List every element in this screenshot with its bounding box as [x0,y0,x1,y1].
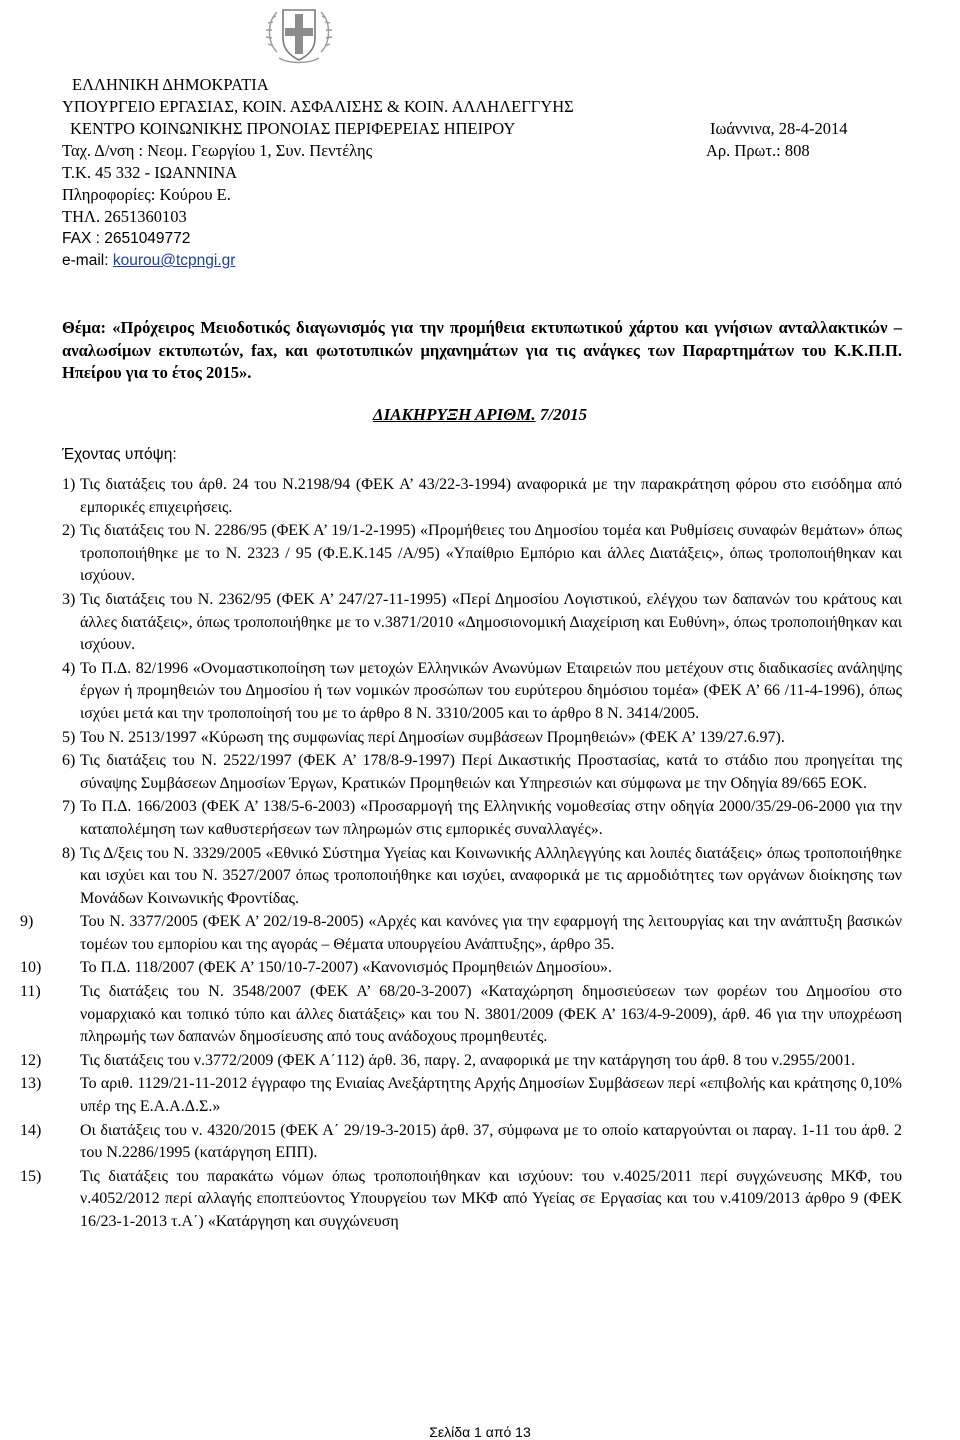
list-item-number: 3) [62,590,76,608]
fax-number: FAX : 2651049772 [62,230,191,247]
centre-name: ΚΕΝΤΡΟ ΚΟΙΝΩΝΙΚΗΣ ΠΡΟΝΟΙΑΣ ΠΕΡΙΦΕΡΕΙΑΣ ΗΠΕΙΡΟΥ [70,119,516,138]
list-item [62,658,902,726]
list-item [62,843,902,911]
list-item-text: Τις διατάξεις του Ν. 2286/95 (ΦΕΚ Α’ 19/1-2-1995) «Προμήθειες του Δημοσίου τομέα και Ρυθμίσεις συναφών θεμάτων» όπως τροποποιήθηκε με το Ν. 2323 / 95 (Φ.Ε.Κ.145 /Α/95) «Υπαίθριο Εμπόριο και άλλες Διατάξεις», όπως τροποποιήθηκαν και ισχύουν. [80,522,902,585]
list-item-text: Τις διατάξεις του Ν. 2522/1997 (ΦΕΚ Α’ 178/8-9-1997) Περί Δικαστικής Προστασίας, κατά το στάδιο που προηγείται της σύναψης Συμβάσεων Δημοσίων Έργων, Κρατικών Προμηθειών και Υπηρεσιών και σύμφωνα με την Οδηγία 89/665 ΕΟΚ. [80,752,902,792]
list-item-number: 12) [20,1051,42,1069]
considerations-intro: Έχοντας υπόψη: [62,446,177,463]
country-name: ΕΛΛΗΝΙΚΗ ΔΗΜΟΚΡΑΤΙΑ [72,75,269,94]
considerations-list [0,474,960,1234]
list-item-text: Τις διατάξεις του Ν. 3548/2007 (ΦΕΚ Α’ 68/20-3-2007) «Καταχώρηση δημοσιεύσεων των φορέων του Δημοσίου στο νομαρχιακό και τοπικό τύπο και άλλες διατάξεις» και του Ν. 3801/2009 (ΦΕΚ Α’ 163/4-9-2009), άρθ. 46 για την υποχρέωση πληρωμής των δαπανών δημοσίευσης από τους ανάδοχους προμηθευτές. [80,983,902,1046]
list-item-number: 15) [20,1167,42,1185]
contact-person: Πληροφορίες: Κούρου Ε. [62,185,231,204]
list-item-text: Του Ν. 2513/1997 «Κύρωση της συμφωνίας περί Δημοσίων συμβάσεων Προμηθειών» (ΦΕΚ Α’ 139/27.6.97). [80,728,785,746]
list-item-text: Του Ν. 3377/2005 (ΦΕΚ Α’ 202/19-8-2005) «Αρχές και κανόνες για την εφαρμογή της λειτουργίας και την ανάπτυξη βασικών τομέων του εμπορίου και της αγοράς – Θέματα υπουργείου Ανάπτυξης», άρθρο 35. [80,913,902,953]
list-item-number: 5) [62,728,76,746]
ministry-name: ΥΠΟΥΡΓΕΙΟ ΕΡΓΑΣΙΑΣ, ΚΟΙΝ. ΑΣΦΑΛΙΣΗΣ & ΚΟΙΝ. ΑΛΛΗΛΕΓΓΥΗΣ [62,97,574,116]
list-item [62,750,902,795]
list-item [20,957,902,980]
list-item [62,796,902,841]
list-item-number: 1) [62,476,76,493]
list-item-number: 6) [62,752,76,770]
list-item [20,1073,902,1118]
list-item-text: Τις διατάξεις του ν.3772/2009 (ΦΕΚ Α΄112) άρθ. 36, παργ. 2, αναφορικά με την κατάργηση του άρθ. 8 του ν.2955/2001. [80,1051,856,1069]
list-item-text: Τις διατάξεις του Ν. 2362/95 (ΦΕΚ Α’ 247/27-11-1995) «Περί Δημοσίου Λογιστικού, ελέγχου των δαπανών του κράτους και άλλες διατάξεις», όπως τροποποιήθηκε με το ν.3871/2010 «Δημοσιονομική Διαχείριση και Ευθύνη», όπως τροποποιήθηκαν και ισχύουν. [80,590,902,654]
postal-address: Ταχ. Δ/νση : Νεομ. Γεωργίου 1, Συν. Πεντέλης [62,141,373,160]
list-item-text: Τις διατάξεις του άρθ. 24 του Ν.2198/94 (ΦΕΚ Α’ 43/22-3-1994) αναφορικά με την παρακράτηση φόρου στο εισόδημα από εμπορικές επιχειρήσεις. [80,476,902,516]
list-item [62,520,902,588]
protocol-number: Αρ. Πρωτ.: 808 [706,141,810,160]
list-item [62,589,902,657]
list-item-number: 13) [20,1075,42,1093]
list-item [20,1166,902,1234]
declaration-label: ΔΙΑΚΗΡΥΞΗ ΑΡΙΘΜ. [372,405,536,424]
postal-code: Τ.Κ. 45 332 - ΙΩΑΝΝΙΝΑ [62,163,238,182]
email-link[interactable]: kourou@tcpngi.gr [112,252,236,269]
list-item-number: 7) [62,798,76,816]
list-item-text: Τις διατάξεις του παρακάτω νόμων όπως τροποποιήθηκαν και ισχύουν: του ν.4025/2011 περί συγχώνευσης ΜΚΦ, του ν.4052/2012 περί αλλαγής εποπτεύοντος Υπουργείου των ΜΚΦ από Υγείας σε Εργασίας και του ν.4109/2013 άρθρο 9 (ΦΕΚ 16/23-1-2013 τ.Α΄) «Κατάργηση και συγχώνευση [80,1167,902,1230]
telephone: ΤΗΛ. 2651360103 [62,207,187,226]
list-item-text: Το αριθ. 1129/21-11-2012 έγγραφο της Ενιαίας Ανεξάρτητης Αρχής Δημοσίων Συμβάσεων περί «επιβολής και κράτησης 0,10% υπέρ της Ε.Α.Α.Δ.Σ.» [80,1075,902,1116]
list-item-number: 9) [20,913,34,931]
list-item-number: 11) [20,983,41,1001]
subject-paragraph: Θέμα: «Πρόχειρος Μειοδοτικός διαγωνισμός για την προμήθεια εκτυπωτικού χάρτου και γνήσιων ανταλλακτικών – αναλωσίμων εκτυπωτών, fax, και φωτοτυπικών μηχανημάτων για τις ανάγκες των Παραρτημάτων του Κ.Κ.Π.Π. Ηπείρου για το έτος 2015». [62,318,902,382]
list-item-text: Το Π.Δ. 118/2007 (ΦΕΚ Α’ 150/10-7-2007) «Κανονισμός Προμηθειών Δημοσίου». [80,959,612,977]
list-item [20,1120,902,1165]
list-item [20,911,902,956]
declaration-number: 7/2015 [539,405,588,424]
list-item-text: Τις Δ/ξεις του Ν. 3329/2005 «Εθνικό Σύστημα Υγείας και Κοινωνικής Αλληλεγγύης και λοιπές διατάξεις» όπως τροποποιήθηκε και ισχύει και του Ν. 3527/2007 όπως τροποποιήθηκε και ισχύει, αναφορικά με τις αρμοδιότητες των οργάνων διοίκησης των Μονάδων Κοινωνικής Φροντίδας. [80,844,902,907]
list-item-text: Το Π.Δ. 82/1996 «Ονομαστικοποίηση των μετοχών Ελληνικών Ανωνύμων Εταιρειών που μετέχουν στις διαδικασίες ανάληψης έργων ή προμηθειών του Δημοσίου ή των νομικών προσώπων του ευρύτερου δημόσιου τομέα» (ΦΕΚ Α’ 66 /11-4-1996), όπως ισχύει μετά και την τροποποίησή του με το άρθρο 8 Ν. 3310/2005 και το άρθρο 8 Ν. 3414/2005. [80,659,902,722]
list-item [62,474,902,519]
list-item [20,981,902,1049]
list-item [20,1050,902,1073]
list-item-number: 14) [20,1121,42,1139]
declaration-heading [0,405,960,425]
page-number: Σελίδα 1 από 13 [429,1424,531,1440]
list-item [62,727,902,750]
list-item-number: 8) [62,844,76,862]
list-item-number: 2) [62,522,76,540]
list-item-number: 4) [62,659,76,677]
list-item-text: Οι διατάξεις του ν. 4320/2015 (ΦΕΚ Α΄ 29/19-3-2015) άρθ. 37, σύμφωνα με το οποίο καταργούνται οι παραγ. 1-11 του άρθ. 2 του Ν.2286/1995 (κατάργηση ΕΠΠ). [80,1121,902,1162]
greek-coat-of-arms-emblem [263,2,335,70]
place-and-date: Ιωάννινα, 28-4-2014 [710,119,848,138]
list-item-text: Το Π.Δ. 166/2003 (ΦΕΚ Α’ 138/5-6-2003) «Προσαρμογή της Ελληνικής νομοθεσίας στην οδηγία 2000/35/29-06-2000 για την καταπολέμηση των καθυστερήσεων των πληρωμών στις εμπορικές συναλλαγές». [80,798,902,838]
email-label: e-mail: [62,252,113,269]
list-item-number: 10) [20,959,42,977]
email-line [62,250,235,272]
